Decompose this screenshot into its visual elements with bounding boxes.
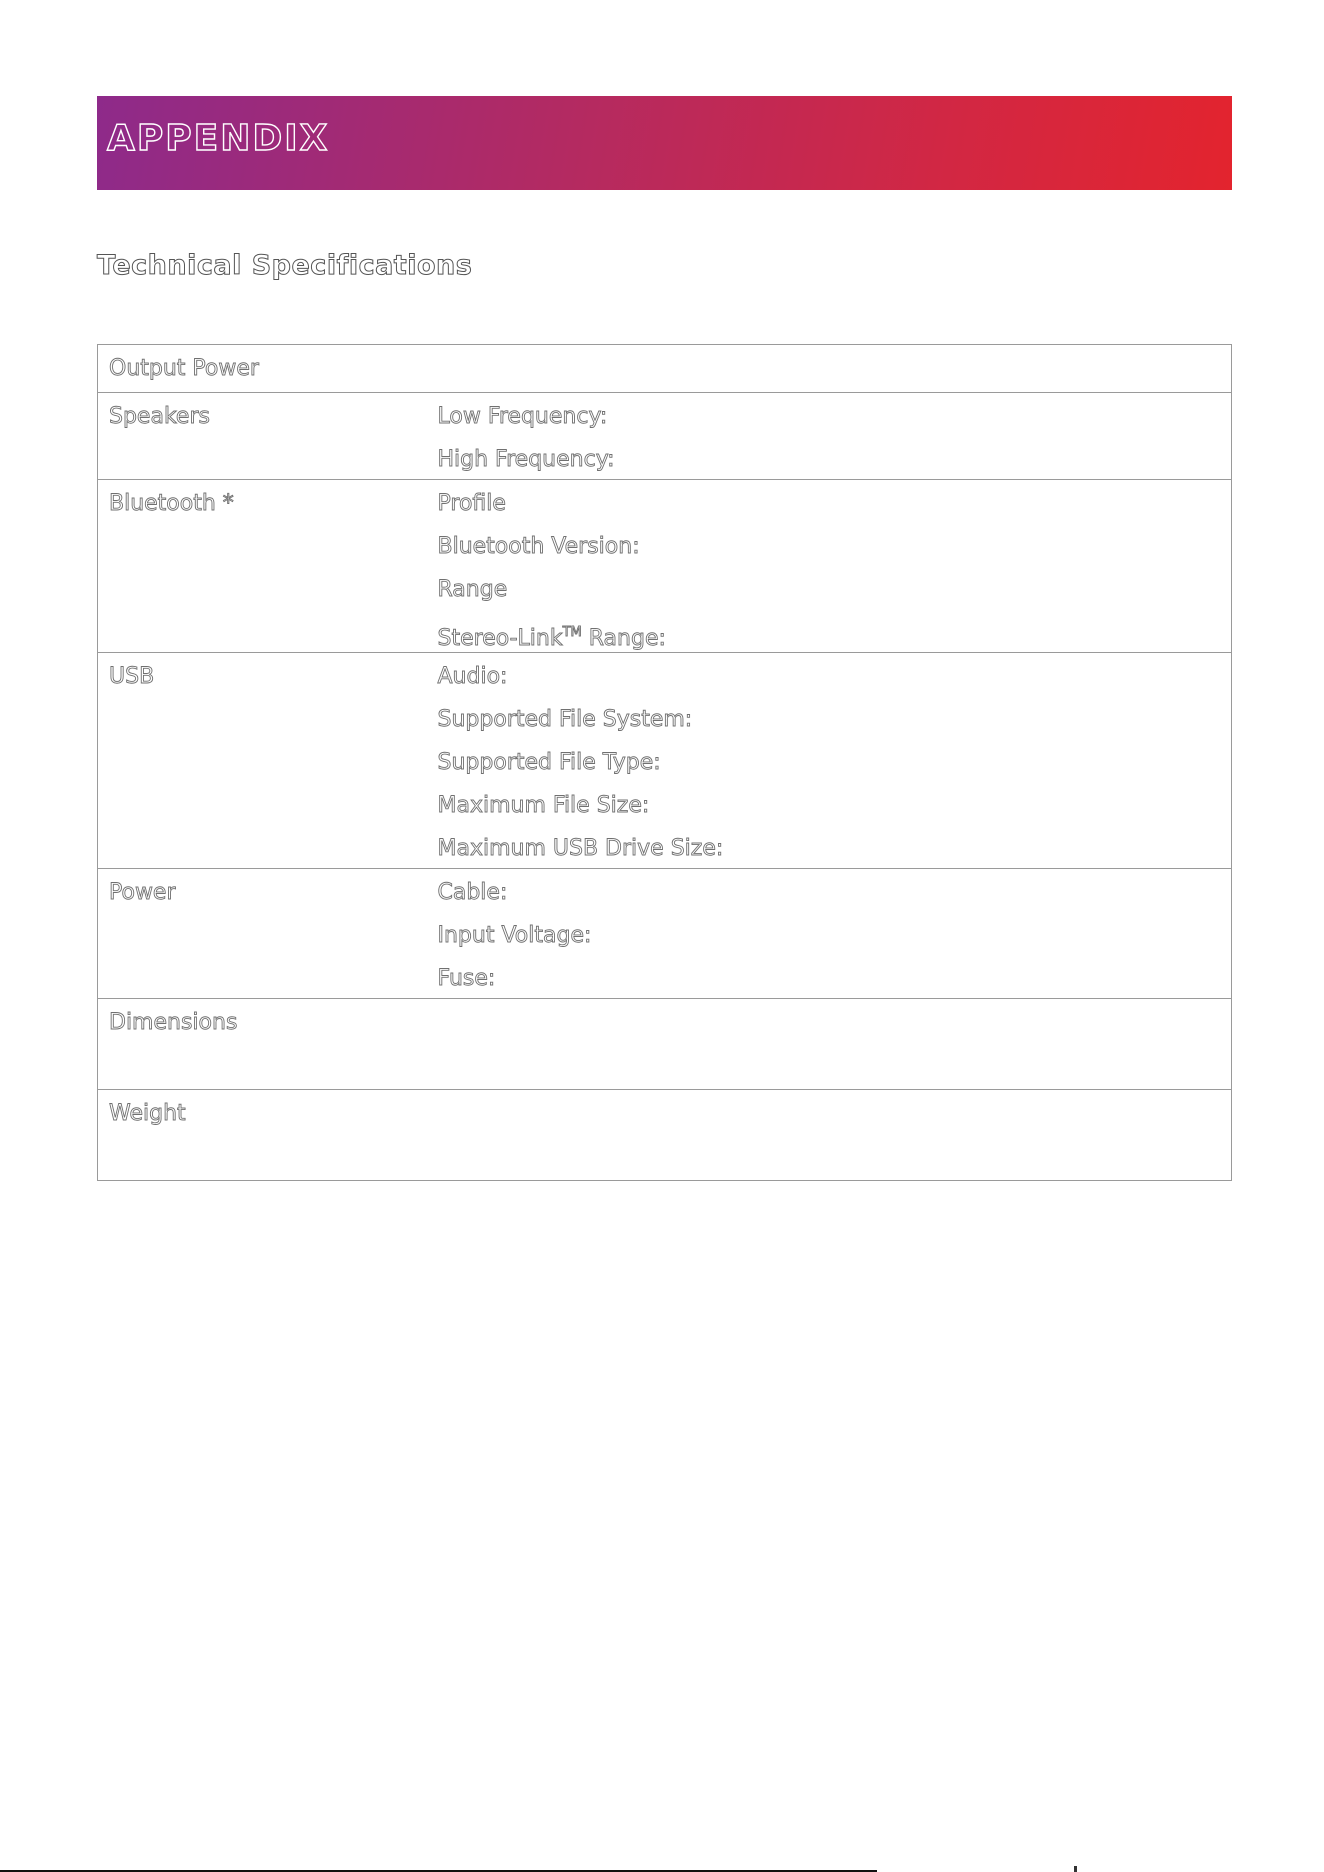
spec-label-speakers: Speakers <box>109 404 210 429</box>
spec-row-usb <box>98 653 1232 869</box>
spec-label-output-power: Output Power <box>109 356 259 381</box>
spec-sub-cable: Cable: <box>437 880 508 905</box>
footer-mark <box>1074 1866 1077 1872</box>
spec-label-usb: USB <box>109 664 155 689</box>
spec-sub-range: Range <box>437 577 508 602</box>
spec-row-dimensions <box>98 999 1232 1090</box>
spec-sub-audio: Audio: <box>437 664 508 689</box>
spec-sub-high-frequency: High Frequency: <box>437 447 615 472</box>
section-title: Technical Specifications <box>97 250 473 281</box>
spec-label-weight: Weight <box>109 1101 186 1126</box>
spec-table <box>97 344 1232 1181</box>
spec-sub-supported-file-system: Supported File System: <box>437 707 693 732</box>
stereo-link-range-text: Range: <box>581 626 666 651</box>
spec-sub-low-frequency: Low Frequency: <box>437 404 608 429</box>
spec-label-bluetooth: Bluetooth * <box>109 491 234 516</box>
spec-row-power <box>98 869 1232 999</box>
spec-sub-fuse: Fuse: <box>437 966 496 991</box>
spec-sub-bluetooth-version: Bluetooth Version: <box>437 534 640 559</box>
spec-sub-stereo-link-range <box>438 621 1232 652</box>
spec-row-speakers <box>98 393 1232 480</box>
stereo-link-text: Stereo-Link <box>437 626 563 651</box>
spec-label-power: Power <box>109 880 176 905</box>
spec-row-weight <box>98 1090 1232 1181</box>
spec-sub-supported-file-type: Supported File Type: <box>437 750 661 775</box>
spec-row-output-power <box>98 345 1232 393</box>
spec-row-bluetooth <box>98 480 1232 653</box>
spec-sub-profile: Profile <box>437 491 506 516</box>
spec-label-dimensions: Dimensions <box>109 1010 238 1035</box>
appendix-banner <box>97 96 1232 190</box>
trademark-mark: TM <box>562 625 582 640</box>
spec-sub-input-voltage: Input Voltage: <box>437 923 592 948</box>
spec-sub-maximum-file-size: Maximum File Size: <box>437 793 650 818</box>
banner-title: APPENDIX <box>107 118 330 159</box>
spec-sub-maximum-usb-drive-size: Maximum USB Drive Size: <box>437 836 724 861</box>
